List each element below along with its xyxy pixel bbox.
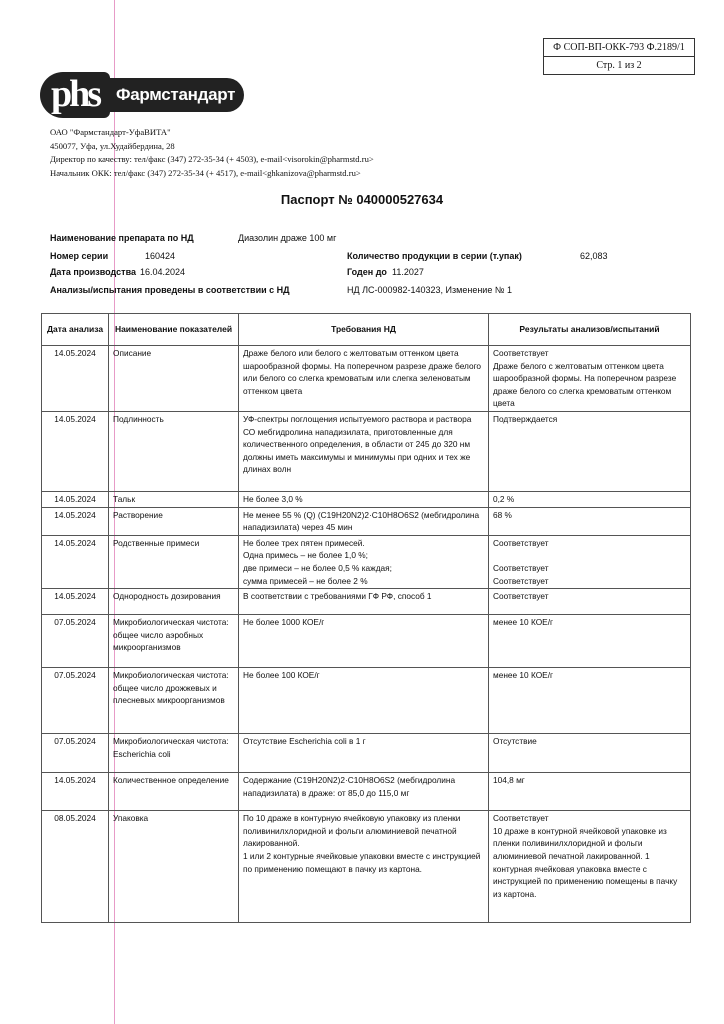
- company-name: ОАО "Фармстандарт-УфаВИТА": [50, 127, 171, 137]
- table-row: [42, 411, 691, 491]
- cell-result: Соответствует: [489, 589, 691, 615]
- table-row: [42, 773, 691, 811]
- cell-indicator: Тальк: [109, 491, 239, 507]
- form-code-box: [543, 38, 695, 75]
- col-header-indicator: Наименование показателей: [109, 314, 239, 346]
- cell-result: менее 10 КОЕ/г: [489, 615, 691, 668]
- col-header-requirements: Требования НД: [239, 314, 489, 346]
- cell-date: 14.05.2024: [42, 346, 109, 412]
- company-logo: [40, 72, 244, 118]
- nd-value: НД ЛС-000982-140323, Изменение № 1: [347, 285, 512, 295]
- cell-result: 104,8 мг: [489, 773, 691, 811]
- cell-requirement: Не более 100 КОЕ/г: [239, 668, 489, 734]
- analysis-table: [41, 313, 691, 923]
- expiry-value: 11.2027: [392, 267, 424, 277]
- cell-date: 07.05.2024: [42, 615, 109, 668]
- cell-indicator: Растворение: [109, 507, 239, 535]
- drug-label: Наименование препарата по НД: [50, 233, 194, 243]
- cell-date: 14.05.2024: [42, 491, 109, 507]
- table-row: [42, 507, 691, 535]
- cell-date: 07.05.2024: [42, 668, 109, 734]
- cell-date: 14.05.2024: [42, 589, 109, 615]
- cell-result: 0,2 %: [489, 491, 691, 507]
- cell-indicator: Упаковка: [109, 811, 239, 923]
- cell-result: Соответствует Драже белого с желтоватым оттенком цвета шарообразной формы. На поперечном разрезе драже белого со слегка кремоватым оттенком цвета: [489, 346, 691, 412]
- cell-requirement: Содержание (C19H20N2)2·C10H8O6S2 (мебгидролина нападизилата) в драже: от 85,0 до 115,0 мг: [239, 773, 489, 811]
- quantity-value: 62,083: [580, 251, 608, 261]
- cell-requirement: Не более 3,0 %: [239, 491, 489, 507]
- table-row: [42, 668, 691, 734]
- cell-result: Подтверждается: [489, 411, 691, 491]
- cell-date: 08.05.2024: [42, 811, 109, 923]
- form-code: Ф СОП-ВП-ОКК-793 Ф.2189/1: [553, 42, 685, 53]
- expiry-label: Годен до: [347, 267, 387, 277]
- cell-indicator: Количественное определение: [109, 773, 239, 811]
- quantity-label: Количество продукции в серии (т.упак): [347, 251, 522, 261]
- cell-requirement: УФ-спектры поглощения испытуемого раствора и раствора СО мебгидролина нападизилата, приготовленные для количественного определения, в области от 245 до 320 нм должны иметь максимумы и минимумы при одних и тех же длинах волн: [239, 411, 489, 491]
- cell-date: 14.05.2024: [42, 535, 109, 588]
- company-address: 450077, Уфа, ул.Худайбердина, 28: [50, 140, 175, 151]
- cell-requirement: В соответствии с требованиями ГФ РФ, способ 1: [239, 589, 489, 615]
- cell-requirement: Не более трех пятен примесей. Одна примесь – не более 1,0 %; две примеси – не более 0,5 % каждая; сумма примесей – не более 2 %: [239, 535, 489, 588]
- cell-date: 14.05.2024: [42, 773, 109, 811]
- cell-result: Соответствует 10 драже в контурной ячейковой упаковке из пленки поливинилхлоридной и фольги алюминиевой печатной лакированной. 1 контурная ячейковая упаковка вместе с инструкцией по применению помещены в пачку из картона.: [489, 811, 691, 923]
- cell-indicator: Микробиологическая чистота: Escherichia coli: [109, 734, 239, 773]
- table-row: [42, 589, 691, 615]
- cell-result: Отсутствие: [489, 734, 691, 773]
- cell-indicator: Микробиологическая чистота: общее число аэробных микроорганизмов: [109, 615, 239, 668]
- cell-indicator: Микробиологическая чистота: общее число дрожжевых и плесневых микроорганизмов: [109, 668, 239, 734]
- table-row: [42, 346, 691, 412]
- logo-wordmark: Фармстандарт: [102, 78, 244, 112]
- cell-requirement: По 10 драже в контурную ячейковую упаковку из пленки поливинилхлоридной и фольги алюминиевой печатной лакированной. 1 или 2 контурные ячейковые упаковки вместе с инструкцией по применению помещают в пачку из картона.: [239, 811, 489, 923]
- nd-label: Анализы/испытания проведены в соответствии с НД: [50, 285, 290, 295]
- cell-indicator: Родственные примеси: [109, 535, 239, 588]
- table-row: [42, 491, 691, 507]
- document-title: Паспорт № 040000527634: [280, 192, 444, 207]
- quality-director-contact: Директор по качеству: тел/факс (347) 272-35-34 (+ 4503), e-mail<visorokin@pharmstd.ru>: [50, 154, 374, 164]
- production-date-label: Дата производства: [50, 267, 136, 277]
- col-header-results: Результаты анализов/испытаний: [489, 314, 691, 346]
- table-row: [42, 811, 691, 923]
- table-header-row: [42, 314, 691, 346]
- okk-head-contact: Начальник ОКК: тел/факс (347) 272-35-34 (+ 4517), e-mail<ghkanizova@pharmstd.ru>: [50, 167, 361, 178]
- cell-requirement: Драже белого или белого с желтоватым оттенком цвета шарообразной формы. На поперечном разрезе драже белого или белого со слегка кремоватым или слегка зеленоватым оттенком цвета: [239, 346, 489, 412]
- cell-result: менее 10 КОЕ/г: [489, 668, 691, 734]
- series-value: 160424: [145, 251, 176, 261]
- company-info: [50, 126, 374, 180]
- logo-mark: phs: [40, 72, 110, 118]
- cell-requirement: Отсутствие Escherichia coli в 1 г: [239, 734, 489, 773]
- page-number: Стр. 1 из 2: [544, 56, 694, 74]
- production-date-value: 16.04.2024: [140, 267, 186, 277]
- cell-date: 14.05.2024: [42, 507, 109, 535]
- cell-result: Соответствует Соответствует Соответствует: [489, 535, 691, 588]
- cell-indicator: Однородность дозирования: [109, 589, 239, 615]
- cell-requirement: Не менее 55 % (Q) (C19H20N2)2·C10H8O6S2 (мебгидролина нападизилата) через 45 мин: [239, 507, 489, 535]
- cell-requirement: Не более 1000 КОЕ/г: [239, 615, 489, 668]
- table-row: [42, 535, 691, 588]
- col-header-date: Дата анализа: [42, 314, 109, 346]
- cell-date: 07.05.2024: [42, 734, 109, 773]
- table-row: [42, 615, 691, 668]
- cell-indicator: Подлинность: [109, 411, 239, 491]
- drug-value: Диазолин драже 100 мг: [238, 233, 337, 243]
- table-row: [42, 734, 691, 773]
- cell-indicator: Описание: [109, 346, 239, 412]
- cell-date: 14.05.2024: [42, 411, 109, 491]
- cell-result: 68 %: [489, 507, 691, 535]
- series-label: Номер серии: [50, 251, 109, 261]
